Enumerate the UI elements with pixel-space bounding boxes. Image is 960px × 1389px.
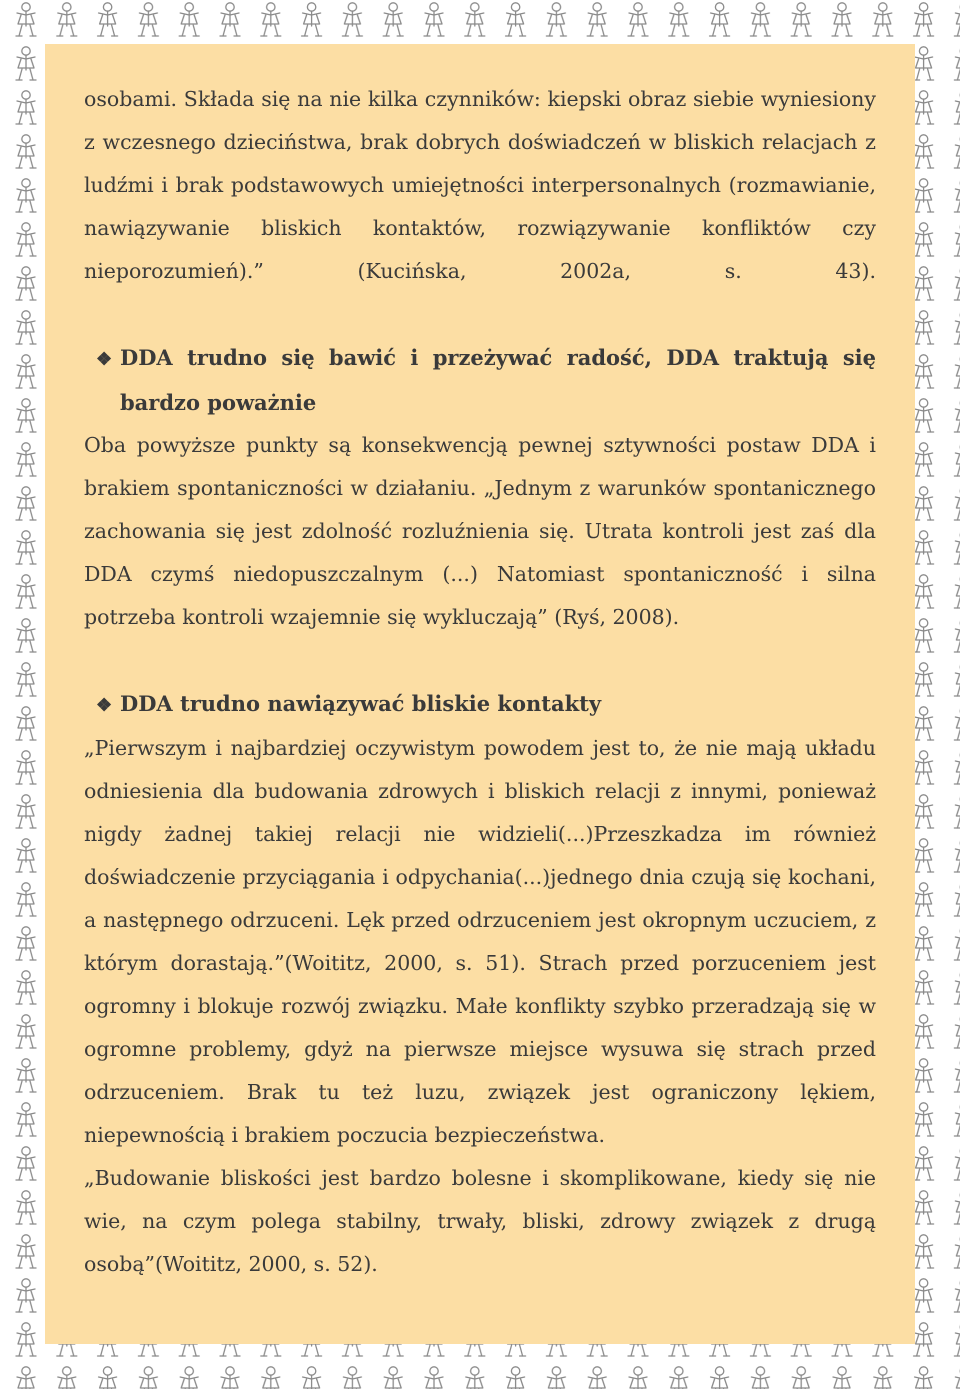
paragraph-intro: osobami. Składa się na nie kilka czynników: kiepski obraz siebie wyniesiony z wczesnego dzieciństwa, brak dobrych doświadczeń w bliskich relacjach z ludźmi i brak podstawowych umiejętności interpersonalnych (rozmawianie, nawiązywanie bliskich kontaktów, rozwiązywanie konfliktów czy nieporozumień).” (Kucińska, 2002a, s. 43). [84,87,876,283]
heading-text: DDA trudno się bawić i przeżywać radość, DDA traktują się bardzo poważnie [120,345,876,415]
heading-text: DDA trudno nawiązywać bliskie kontakty [120,691,602,716]
diamond-bullet-icon: ❖ [96,695,113,716]
section-heading-fun [84,336,876,424]
document-body [84,78,876,1286]
paragraph-relations: „Pierwszym i najbardziej oczywistym powodem jest to, że nie mają układu odniesienia dla budowania zdrowych i bliskich relacji z innymi, ponieważ nigdy żadnej takiej relacji nie widzieli(...)Przeszkadza im również doświadczenie przyciągania i odpychania(...)jednego dnia czują się kochani, a następnego odrzuceni. Lęk przed odrzuceniem jest okropnym uczuciem, z którym dorastają.”(Woititz, 2000, s. 51). Strach przed porzuceniem jest ogromny i blokuje rozwój związku. Małe konflikty szybko przeradzają się w ogromne problemy, gdyż na pierwsze miejsce wysuwa się strach przed odrzuceniem. Brak tu też luzu, związek jest ograniczony lękiem, niepewnością i brakiem poczucia bezpieczeństwa. [84,736,876,1147]
section-heading-contacts [84,682,876,727]
diamond-bullet-icon: ❖ [96,349,113,370]
paragraph-spontaneity: Oba powyższe punkty są konsekwencją pewnej sztywności postaw DDA i brakiem spontaniczności w działaniu. „Jednym z warunków spontanicznego zachowania się jest zdolność rozluźnienia się. Utrata kontroli jest zaś dla DDA czymś niedopuszczalnym (...) Natomiast spontaniczność i silna potrzeba kontroli wzajemnie się wykluczają” (Ryś, 2008). [84,433,876,629]
paragraph-closeness: „Budowanie bliskości jest bardzo bolesne i skomplikowane, kiedy się nie wie, na czym polega stabilny, trwały, bliski, zdrowy związek z drugą osobą”(Woititz, 2000, s. 52). [84,1166,876,1276]
